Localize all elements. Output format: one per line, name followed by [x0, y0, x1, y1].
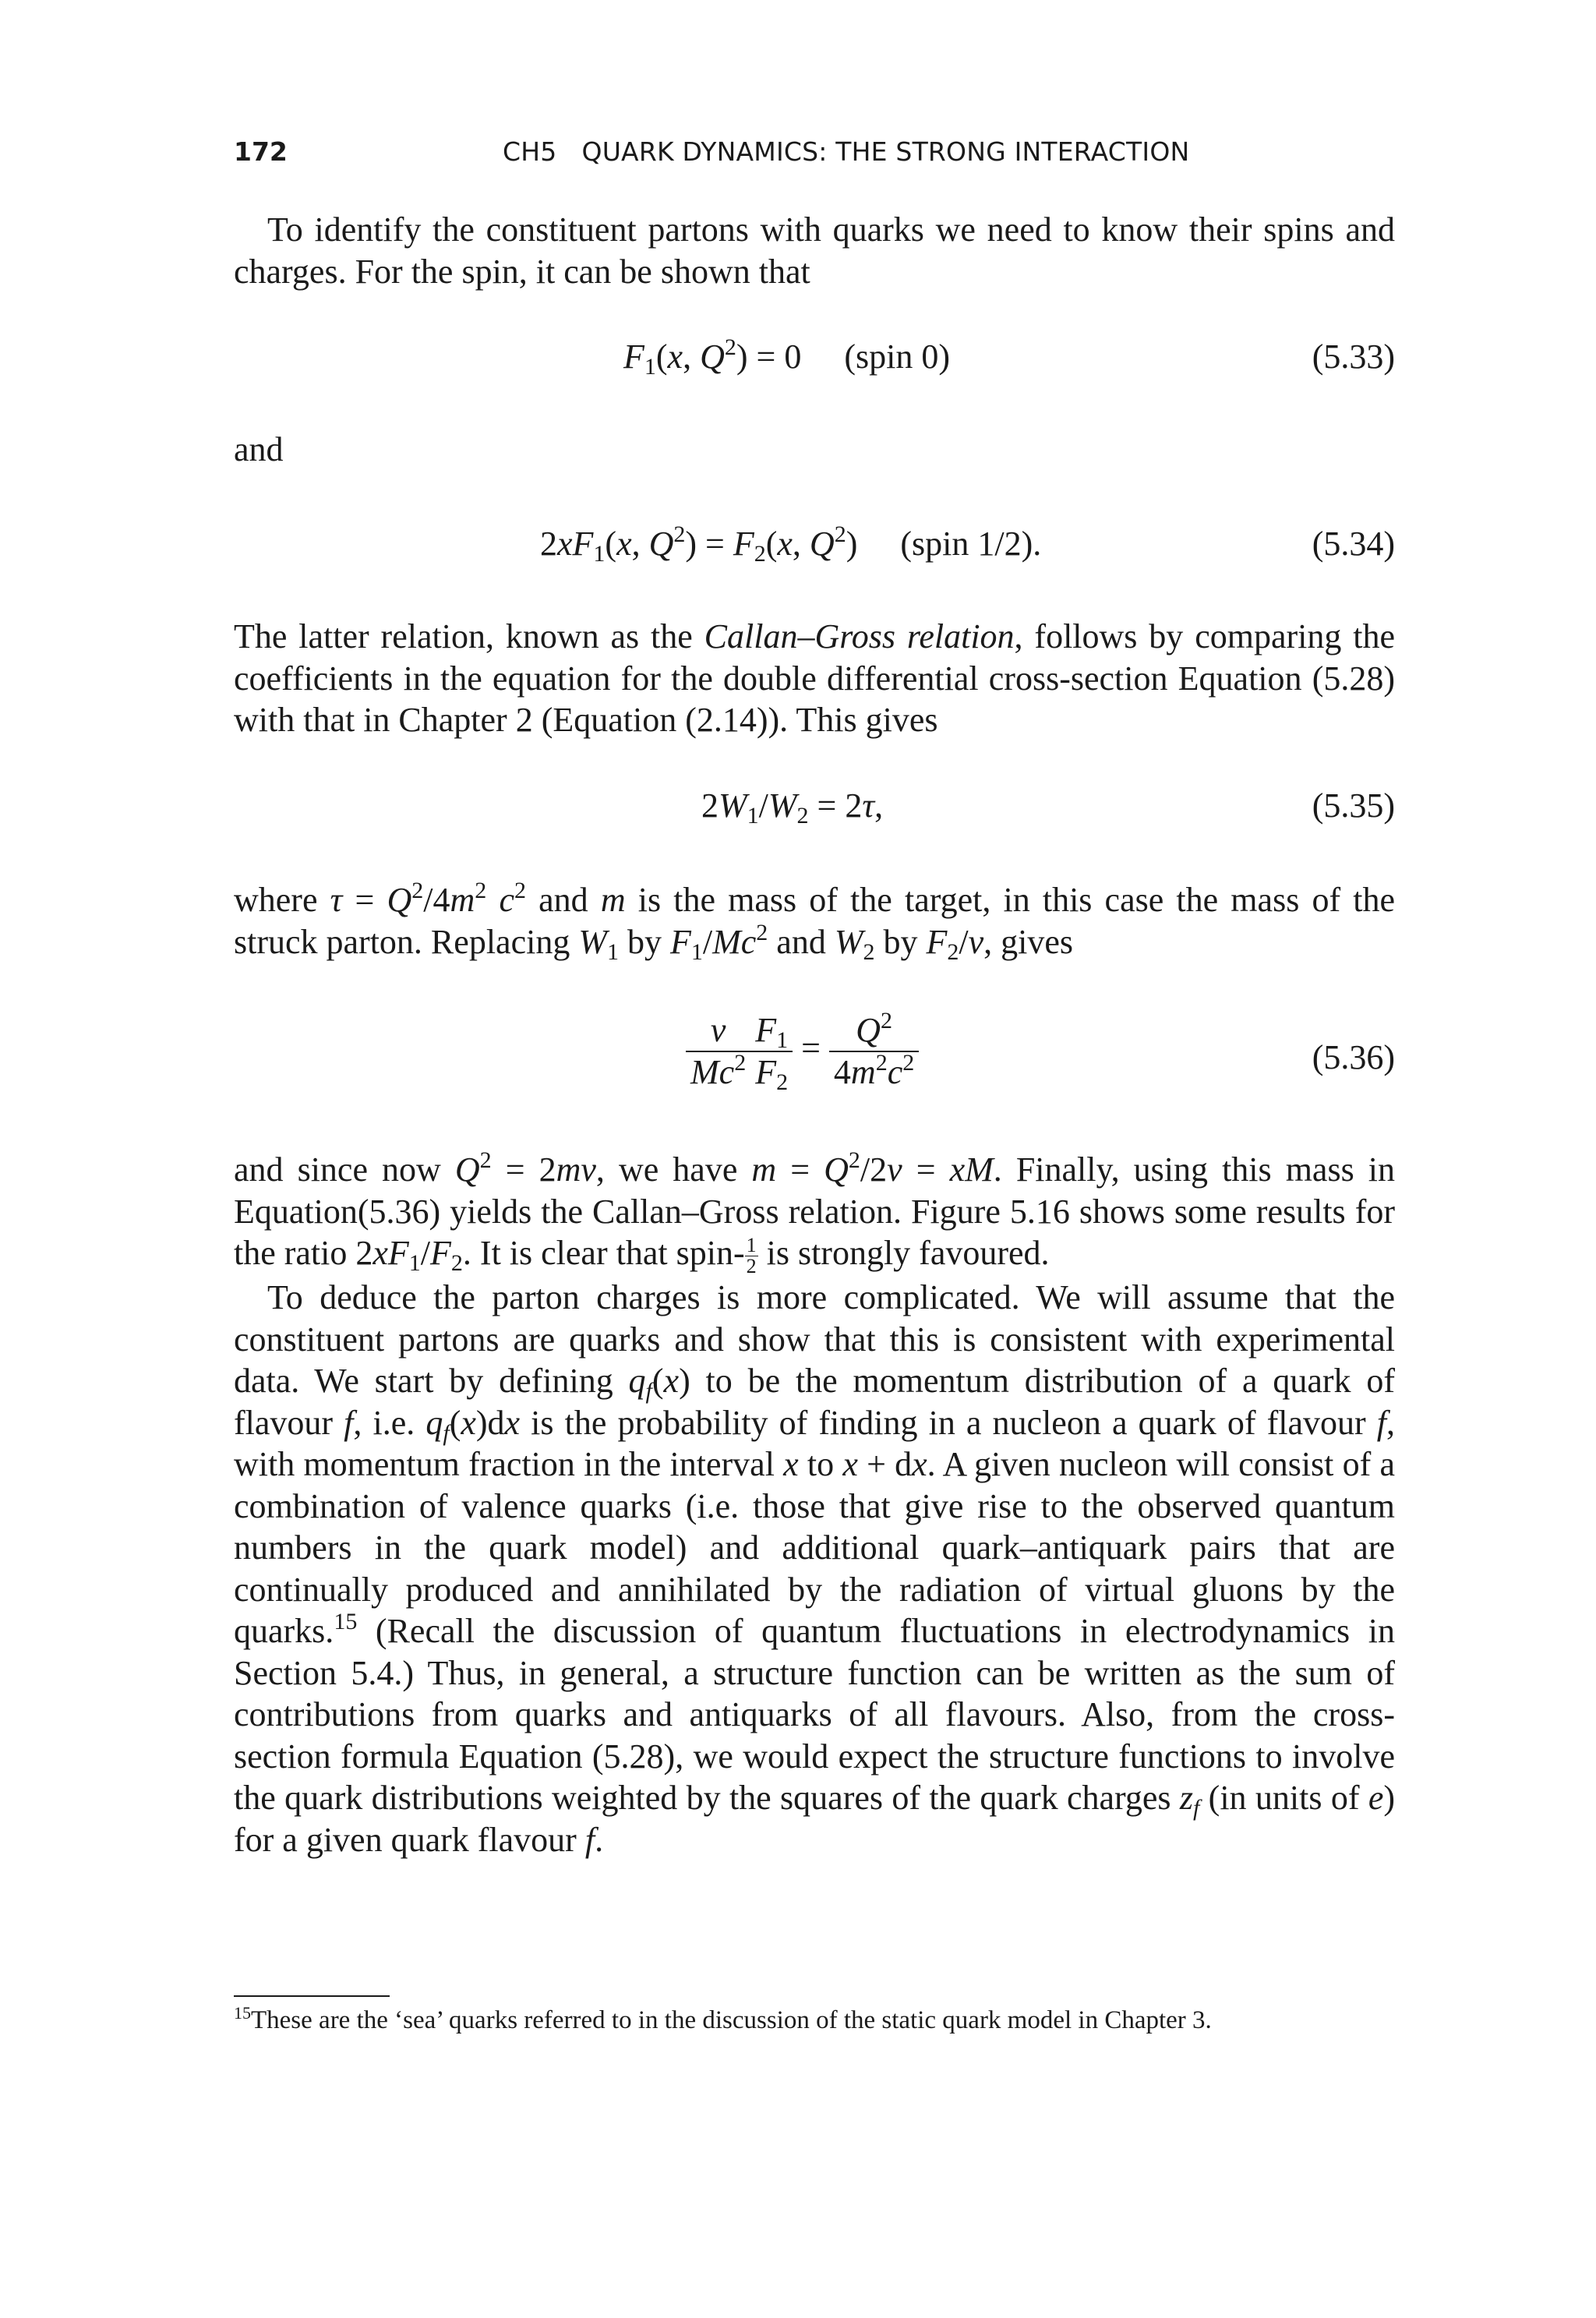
footnote-text: These are the ‘sea’ quarks referred to in the discussion of the static quark model in Chapter 3. — [251, 2006, 1212, 2034]
equation-number: (5.33) — [1312, 337, 1395, 376]
paragraph-parton-charges: To deduce the parton charges is more complicated. We will assume that the constituent partons are quarks and show that this is consistent with experimental data. We start by defining $q_f(x)$ to be the momentum distribution of a quark of flavour f, i.e. $q_f(x)dx$ is the probability of finding in a nucleon a quark of flavour f, with momentum fraction in the interval x to x + dx. A given nucleon will consist of a combination of valence quarks (i.e. those that give rise to the observed quantum numbers in the quark model) and additional quark–antiquark pairs that are continually produced and annihilated by the radiation of virtual gluons by the quarks.$^{15}$ (Recall the discussion of quantum fluctuations in electrodynamics in Section 5.4.) Thus, in general, a structure function can be written as the sum of contributions from quarks and antiquarks of all flavours. Also, from the cross-section formula Equation (5.28), we would expect the structure functions to involve the quark distributions weighted by the squares of the quark charges $z_f$ (in units of e) for a given quark flavour f. — [234, 1278, 1396, 1859]
equation-number: (5.36) — [1312, 1038, 1395, 1076]
paragraph-callan-gross-result: and since now $Q^2 = 2m\nu$, we have $m = Q^2/2\nu$ = xM. Finally, using this mass in Equation(5.36) yields the Callan–Gross relation. Figure 5.16 shows some results for the ratio $2xF_1/F_2$. It is clear that spin- $\frac{1}{2}$ is strongly favoured. — [234, 1147, 1395, 1278]
paragraph-tau-definition: where $\tau = Q^2/4m^2$ $c^2$ and m is the mass of the target, in this case the mass of the struck parton. Replacing $W_1$ by $F_1/Mc^2$ and $W_2$ by $F_2/\nu$, gives — [234, 878, 1396, 965]
equation-number: (5.34) — [1312, 525, 1395, 563]
equation-body: $2W_1/W_2 = 2\tau$, — [701, 786, 884, 829]
equation-5-36 — [234, 1010, 1395, 1104]
footnote-rule — [234, 1995, 390, 1997]
equation-5-33 — [234, 334, 1395, 383]
footnote-marker: 15 — [234, 2003, 251, 2023]
chapter-title: CH5 QUARK DYNAMICS: THE STRONG INTERACTION — [503, 136, 1190, 167]
equation-body: $2xF_1(x$, $Q^2) = F_2(x$, $Q^2$) (spin 1/2). — [540, 521, 1042, 567]
equation-number: (5.35) — [1312, 786, 1395, 825]
equation-body: $F_1(x$, $Q^2) = 0$ (spin 0) — [623, 334, 950, 380]
paragraph-and: and — [234, 430, 284, 468]
equation-5-34 — [234, 521, 1395, 571]
equation-body: $\frac{\nu}{Mc^2}$ $\frac{F_1}{F_2}$ = $\frac{Q^2}{4m^2c^2}$ — [686, 1010, 919, 1093]
page-number: 172 — [234, 136, 288, 167]
paragraph-callan-gross: The latter relation, known as the Callan–Gross relation, follows by comparing the coefficients in the equation for the double differential cross-section Equation (5.28) with that in Chapter 2 (Equation (2.14)). This gives — [234, 617, 1395, 739]
footnote-ref[interactable]: 15 — [334, 1609, 358, 1635]
footnote — [234, 2005, 1395, 2036]
equation-5-35 — [234, 786, 1395, 832]
paragraph-spin-intro: To identify the constituent partons with quarks we need to know their spins and charges. For the spin, it can be shown that — [234, 210, 1395, 291]
paragraph-body-main — [234, 1149, 1395, 1860]
